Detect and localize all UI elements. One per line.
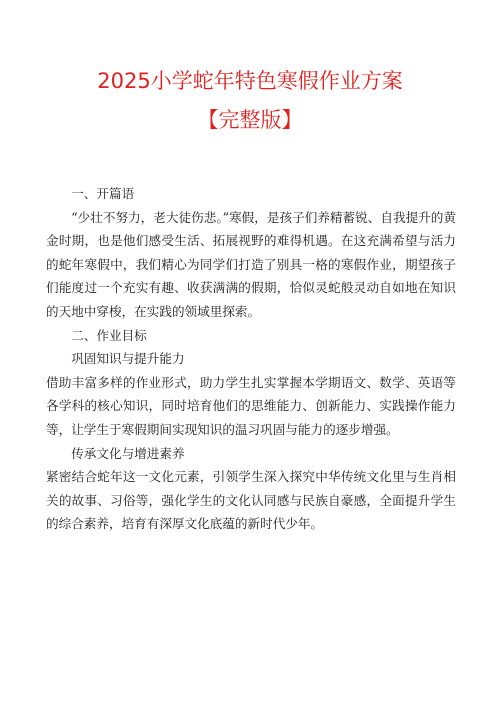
paragraph-culture: 紧密结合蛇年这一文化元素，引领学生深入探究中华传统文化里与生肖相关的故事、习俗等，强化学生的文化认同感与民族自豪感，全面提升学生的综合素养，培育有深厚文化底蕴的新时代少年。	[46, 469, 456, 532]
section-heading-opening: 一、开篇语	[71, 186, 135, 201]
document-subtitle: 【完整版】	[197, 108, 303, 132]
subheading-knowledge: 巩固知识与提升能力	[71, 351, 185, 367]
paragraph-opening: “少壮不努力，老大徒伤悲。”寒假，是孩子们养精蓄锐、自我提升的黄金时期，也是他们感受生活、拓展视野的难得机遇。在这充满希望与活力的蛇年寒假中，我们精心为同学们打造了别具一格的寒假作业，期望孩子们能度过一个充实有趣、收获满满的假期，恰似灵蛇般灵动自如地在知识的天地中穿梭，在实践的领域里探索。	[46, 209, 456, 319]
section-heading-goals: 二、作业目标	[71, 327, 147, 343]
paragraph-knowledge: 借助丰富多样的作业形式，助力学生扎实掌握本学期语文、数学、英语等各学科的核心知识，同时培育他们的思维能力、创新能力、实践操作能力等，让学生于寒假期间实现知识的温习巩固与能力的逐步增强。	[46, 374, 456, 437]
document-title: 2025小学蛇年特色寒假作业方案	[97, 69, 403, 93]
subheading-culture: 传承文化与增进素养	[71, 445, 185, 461]
document-body	[46, 182, 456, 536]
